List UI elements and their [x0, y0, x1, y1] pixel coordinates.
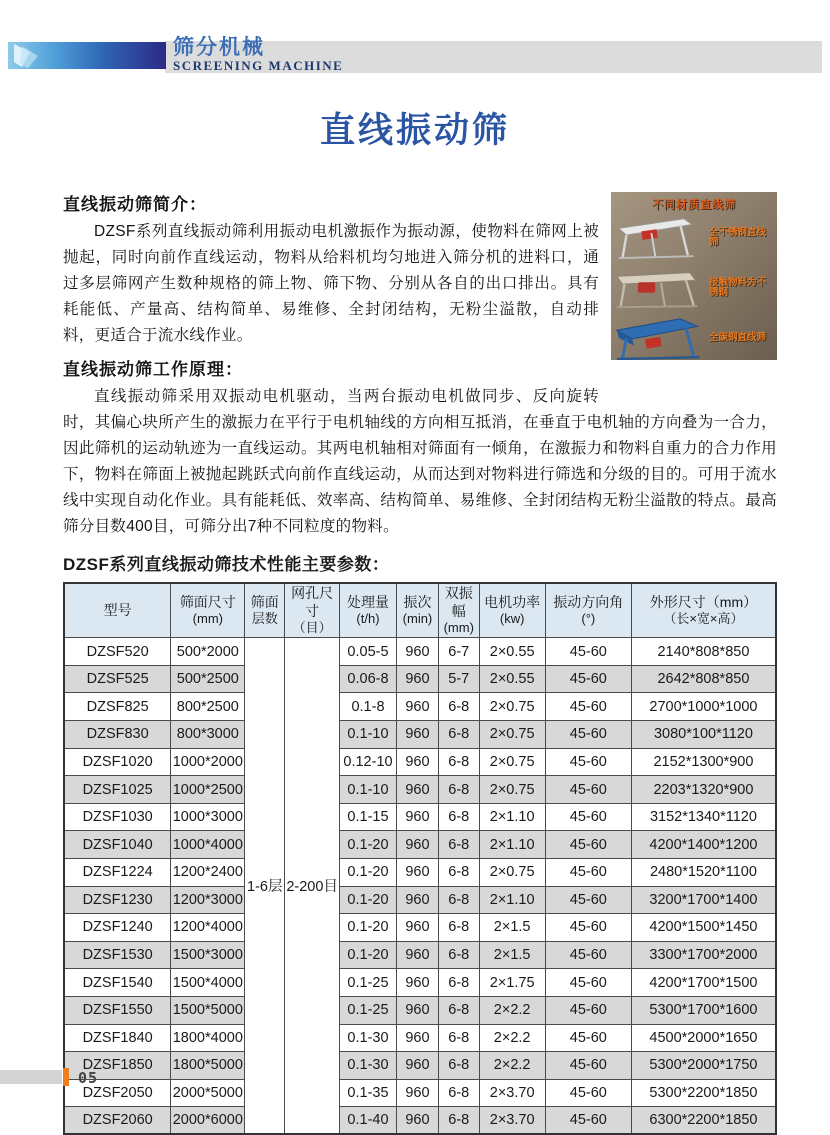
cell-capacity: 0.1-10	[340, 721, 397, 749]
photo-row-carbon	[613, 313, 775, 360]
contact-material-screen-illustration	[613, 263, 709, 313]
cell-screen-size: 2000*6000	[171, 1107, 245, 1135]
cell-frequency: 960	[396, 721, 438, 749]
cell-dimensions: 4200*1700*1500	[631, 969, 776, 997]
cell-vibration-angle: 45-60	[545, 914, 631, 942]
photo-row-stainless	[613, 213, 775, 263]
cell-frequency: 960	[396, 665, 438, 693]
table-row	[64, 886, 776, 914]
cell-capacity: 0.05-5	[340, 638, 397, 666]
cell-motor-power: 2×0.75	[479, 721, 545, 749]
cell-motor-power: 2×1.5	[479, 941, 545, 969]
cell-frequency: 960	[396, 914, 438, 942]
cell-dimensions: 2642*808*850	[631, 665, 776, 693]
main-content	[63, 188, 777, 1135]
table-row	[64, 1079, 776, 1107]
table-row	[64, 803, 776, 831]
cell-frequency: 960	[396, 1052, 438, 1080]
cell-screen-size: 1500*5000	[171, 996, 245, 1024]
cell-dimensions: 2203*1320*900	[631, 776, 776, 804]
cell-motor-power: 2×2.2	[479, 1024, 545, 1052]
cell-vibration-angle: 45-60	[545, 996, 631, 1024]
cell-double-amplitude: 6-8	[438, 831, 479, 859]
table-row	[64, 941, 776, 969]
cell-double-amplitude: 6-8	[438, 1107, 479, 1135]
cell-frequency: 960	[396, 831, 438, 859]
cell-capacity: 0.1-15	[340, 803, 397, 831]
cell-double-amplitude: 6-8	[438, 969, 479, 997]
cell-dimensions: 6300*2200*1850	[631, 1107, 776, 1135]
cell-capacity: 0.1-20	[340, 831, 397, 859]
cell-double-amplitude: 5-7	[438, 665, 479, 693]
cell-motor-power: 2×0.55	[479, 665, 545, 693]
cell-screen-size: 1200*2400	[171, 859, 245, 887]
photo-row-contact	[613, 263, 775, 313]
cell-capacity: 0.1-25	[340, 996, 397, 1024]
cell-double-amplitude: 6-8	[438, 776, 479, 804]
footer-gray-bar	[0, 1070, 62, 1084]
cell-vibration-angle: 45-60	[545, 748, 631, 776]
intro-heading: 直线振动筛简介：	[63, 195, 207, 214]
cell-capacity: 0.1-20	[340, 914, 397, 942]
cell-vibration-angle: 45-60	[545, 831, 631, 859]
cell-screen-size: 1000*2500	[171, 776, 245, 804]
cell-model: DZSF830	[64, 721, 171, 749]
cell-motor-power: 2×1.5	[479, 914, 545, 942]
cell-double-amplitude: 6-8	[438, 941, 479, 969]
footer-orange-accent	[63, 1068, 69, 1086]
spec-table-heading: DZSF系列直线振动筛技术性能主要参数：	[63, 555, 390, 574]
table-row	[64, 776, 776, 804]
cell-double-amplitude: 6-8	[438, 1052, 479, 1080]
spec-table-header-row	[64, 583, 776, 638]
cell-screen-size: 1800*5000	[171, 1052, 245, 1080]
cell-capacity: 0.1-10	[340, 776, 397, 804]
cell-screen-size: 500*2000	[171, 638, 245, 666]
cell-screen-size: 1200*4000	[171, 914, 245, 942]
cell-dimensions: 3080*100*1120	[631, 721, 776, 749]
cell-vibration-angle: 45-60	[545, 859, 631, 887]
cell-frequency: 960	[396, 941, 438, 969]
cell-frequency: 960	[396, 638, 438, 666]
cell-screen-size: 500*2500	[171, 665, 245, 693]
cell-capacity: 0.1-35	[340, 1079, 397, 1107]
table-row	[64, 1107, 776, 1135]
table-row	[64, 996, 776, 1024]
table-row	[64, 748, 776, 776]
table-row	[64, 1052, 776, 1080]
cell-vibration-angle: 45-60	[545, 693, 631, 721]
cell-motor-power: 2×0.75	[479, 859, 545, 887]
cell-vibration-angle: 45-60	[545, 803, 631, 831]
spec-table	[63, 582, 777, 1135]
brand-name-en: SCREENING MACHINE	[173, 58, 344, 74]
table-row	[64, 638, 776, 666]
cell-motor-power: 2×1.10	[479, 803, 545, 831]
cell-motor-power: 2×1.10	[479, 831, 545, 859]
cell-double-amplitude: 6-8	[438, 803, 479, 831]
cell-vibration-angle: 45-60	[545, 886, 631, 914]
cell-model: DZSF1230	[64, 886, 171, 914]
cell-model: DZSF1020	[64, 748, 171, 776]
principle-heading: 直线振动筛工作原理：	[63, 360, 243, 379]
cell-dimensions: 4500*2000*1650	[631, 1024, 776, 1052]
cell-double-amplitude: 6-8	[438, 886, 479, 914]
cell-capacity: 0.1-20	[340, 859, 397, 887]
cell-dimensions: 5300*1700*1600	[631, 996, 776, 1024]
cell-frequency: 960	[396, 1024, 438, 1052]
cell-double-amplitude: 6-8	[438, 914, 479, 942]
cell-dimensions: 4200*1500*1450	[631, 914, 776, 942]
photo-caption-title: 不同材质直线筛	[652, 199, 736, 211]
cell-model: DZSF1540	[64, 969, 171, 997]
cell-capacity: 0.1-20	[340, 941, 397, 969]
cell-frequency: 960	[396, 886, 438, 914]
cell-frequency: 960	[396, 803, 438, 831]
intro-paragraph: DZSF系列直线振动筛利用振动电机激振作为振动源，使物料在筛网上被抛起，同时向前作直线运动，物料从给料机均匀地进入筛分机的进料口，通过多层筛网产生数种规格的筛上物、筛下物、分别从各自的出口排出。具有耗能低、产量高、结构简单、易维修、全封闭结构，无粉尘溢散，自动排料，更适合于流水线作业。	[63, 223, 599, 344]
cell-capacity: 0.1-20	[340, 886, 397, 914]
cell-screen-size: 800*3000	[171, 721, 245, 749]
table-row	[64, 665, 776, 693]
cell-screen-size: 1500*3000	[171, 941, 245, 969]
column-header-2: 筛面 层数	[245, 583, 285, 638]
cell-vibration-angle: 45-60	[545, 1024, 631, 1052]
column-header-0: 型号	[64, 583, 171, 638]
cell-vibration-angle: 45-60	[545, 969, 631, 997]
cell-frequency: 960	[396, 859, 438, 887]
table-row	[64, 969, 776, 997]
brand-logo-bar	[8, 42, 166, 69]
cell-model: DZSF1025	[64, 776, 171, 804]
column-header-5: 振次 (min)	[396, 583, 438, 638]
cell-motor-power: 2×0.75	[479, 776, 545, 804]
cell-double-amplitude: 6-8	[438, 693, 479, 721]
cell-vibration-angle: 45-60	[545, 665, 631, 693]
cell-screen-size: 800*2500	[171, 693, 245, 721]
photo-label-carbon-steel: 全碳钢直线筛	[709, 331, 767, 343]
cell-model: DZSF2060	[64, 1107, 171, 1135]
cell-vibration-angle: 45-60	[545, 1107, 631, 1135]
cell-model: DZSF2050	[64, 1079, 171, 1107]
brand-logo-icon	[8, 42, 166, 69]
table-row	[64, 1024, 776, 1052]
cell-model: DZSF525	[64, 665, 171, 693]
cell-dimensions: 5300*2200*1850	[631, 1079, 776, 1107]
photo-label-stainless: 全不锈钢直线筛	[709, 226, 767, 248]
cell-frequency: 960	[396, 748, 438, 776]
cell-frequency: 960	[396, 776, 438, 804]
cell-capacity: 0.1-40	[340, 1107, 397, 1135]
column-header-9: 外形尺寸（mm） （长×宽×高）	[631, 583, 776, 638]
brand-name-cn: 筛分机械	[173, 36, 265, 59]
cell-motor-power: 2×0.75	[479, 748, 545, 776]
cell-model: DZSF520	[64, 638, 171, 666]
cell-double-amplitude: 6-8	[438, 748, 479, 776]
cell-dimensions: 2480*1520*1100	[631, 859, 776, 887]
table-row	[64, 693, 776, 721]
table-row	[64, 831, 776, 859]
cell-capacity: 0.06-8	[340, 665, 397, 693]
cell-motor-power: 2×1.75	[479, 969, 545, 997]
cell-motor-power: 2×0.55	[479, 638, 545, 666]
cell-model: DZSF1530	[64, 941, 171, 969]
cell-vibration-angle: 45-60	[545, 721, 631, 749]
cell-vibration-angle: 45-60	[545, 776, 631, 804]
cell-model: DZSF1040	[64, 831, 171, 859]
cell-capacity: 0.1-8	[340, 693, 397, 721]
cell-model: DZSF1850	[64, 1052, 171, 1080]
cell-capacity: 0.1-30	[340, 1024, 397, 1052]
cell-dimensions: 3152*1340*1120	[631, 803, 776, 831]
cell-double-amplitude: 6-8	[438, 1024, 479, 1052]
photo-label-contact-material: 接触物料为不锈钢	[709, 276, 767, 298]
column-header-6: 双振幅 (mm)	[438, 583, 479, 638]
cell-model: DZSF825	[64, 693, 171, 721]
column-header-1: 筛面尺寸 (mm)	[171, 583, 245, 638]
cell-screen-size: 1200*3000	[171, 886, 245, 914]
cell-dimensions: 2140*808*850	[631, 638, 776, 666]
cell-frequency: 960	[396, 693, 438, 721]
cell-frequency: 960	[396, 1079, 438, 1107]
cell-dimensions: 4200*1400*1200	[631, 831, 776, 859]
cell-capacity: 0.1-25	[340, 969, 397, 997]
column-header-4: 处理量 (t/h)	[340, 583, 397, 638]
cell-dimensions: 2700*1000*1000	[631, 693, 776, 721]
cell-screen-size: 1000*2000	[171, 748, 245, 776]
cell-model: DZSF1840	[64, 1024, 171, 1052]
cell-model: DZSF1550	[64, 996, 171, 1024]
cell-model: DZSF1224	[64, 859, 171, 887]
cell-screen-size: 2000*5000	[171, 1079, 245, 1107]
cell-motor-power: 2×2.2	[479, 1052, 545, 1080]
cell-double-amplitude: 6-8	[438, 996, 479, 1024]
column-header-3: 网孔尺寸 （目）	[285, 583, 340, 638]
cell-capacity: 0.1-30	[340, 1052, 397, 1080]
column-header-8: 振动方向角 (°)	[545, 583, 631, 638]
table-row	[64, 859, 776, 887]
cell-mesh-size-merged: 2-200目	[285, 638, 340, 1135]
cell-motor-power: 2×0.75	[479, 693, 545, 721]
cell-screen-size: 1000*4000	[171, 831, 245, 859]
carbon-steel-screen-illustration	[613, 313, 709, 360]
cell-screen-size: 1500*4000	[171, 969, 245, 997]
cell-screen-size: 1800*4000	[171, 1024, 245, 1052]
spec-table-head	[64, 583, 776, 638]
cell-double-amplitude: 6-8	[438, 1079, 479, 1107]
cell-screen-size: 1000*3000	[171, 803, 245, 831]
cell-double-amplitude: 6-8	[438, 859, 479, 887]
cell-motor-power: 2×3.70	[479, 1107, 545, 1135]
cell-dimensions: 2152*1300*900	[631, 748, 776, 776]
page-number: 05	[78, 1069, 99, 1087]
cell-double-amplitude: 6-8	[438, 721, 479, 749]
table-row	[64, 914, 776, 942]
cell-screen-layers-merged: 1-6层	[245, 638, 285, 1135]
cell-frequency: 960	[396, 1107, 438, 1135]
cell-motor-power: 2×1.10	[479, 886, 545, 914]
cell-frequency: 960	[396, 969, 438, 997]
cell-vibration-angle: 45-60	[545, 1052, 631, 1080]
cell-vibration-angle: 45-60	[545, 941, 631, 969]
cell-model: DZSF1030	[64, 803, 171, 831]
spec-table-body	[64, 638, 776, 1135]
cell-capacity: 0.12-10	[340, 748, 397, 776]
cell-vibration-angle: 45-60	[545, 1079, 631, 1107]
cell-motor-power: 2×3.70	[479, 1079, 545, 1107]
page-title: 直线振动筛	[319, 111, 510, 150]
cell-dimensions: 3300*1700*2000	[631, 941, 776, 969]
cell-motor-power: 2×2.2	[479, 996, 545, 1024]
cell-frequency: 960	[396, 996, 438, 1024]
page-header	[8, 36, 822, 74]
column-header-7: 电机功率 (kw)	[479, 583, 545, 638]
cell-vibration-angle: 45-60	[545, 638, 631, 666]
cell-dimensions: 3200*1700*1400	[631, 886, 776, 914]
cell-model: DZSF1240	[64, 914, 171, 942]
product-photo	[611, 192, 777, 360]
stainless-screen-illustration	[613, 213, 709, 263]
principle-paragraph: 直线振动筛采用双振动电机驱动，当两台振动电机做同步、反向旋转时，其偏心块所产生的激振力在平行于电机轴线的方向相互抵消，在垂直于电机轴的方向叠为一合力，因此筛机的运动轨迹为一直线运动。其两电机轴相对筛面有一倾角，在激振力和物料自重力的合力作用下，物料在筛面上被抛起跳跃式向前作直线运动，从而达到对物料进行筛选和分级的目的。可用于流水线中实现自动化作业。具有能耗低、效率高、结构简单、易维修、全封闭结构无粉尘溢散的特点。最高筛分目数400目，可筛分出7种不同粒度的物料。	[63, 388, 777, 535]
cell-dimensions: 5300*2000*1750	[631, 1052, 776, 1080]
cell-double-amplitude: 6-7	[438, 638, 479, 666]
table-row	[64, 721, 776, 749]
